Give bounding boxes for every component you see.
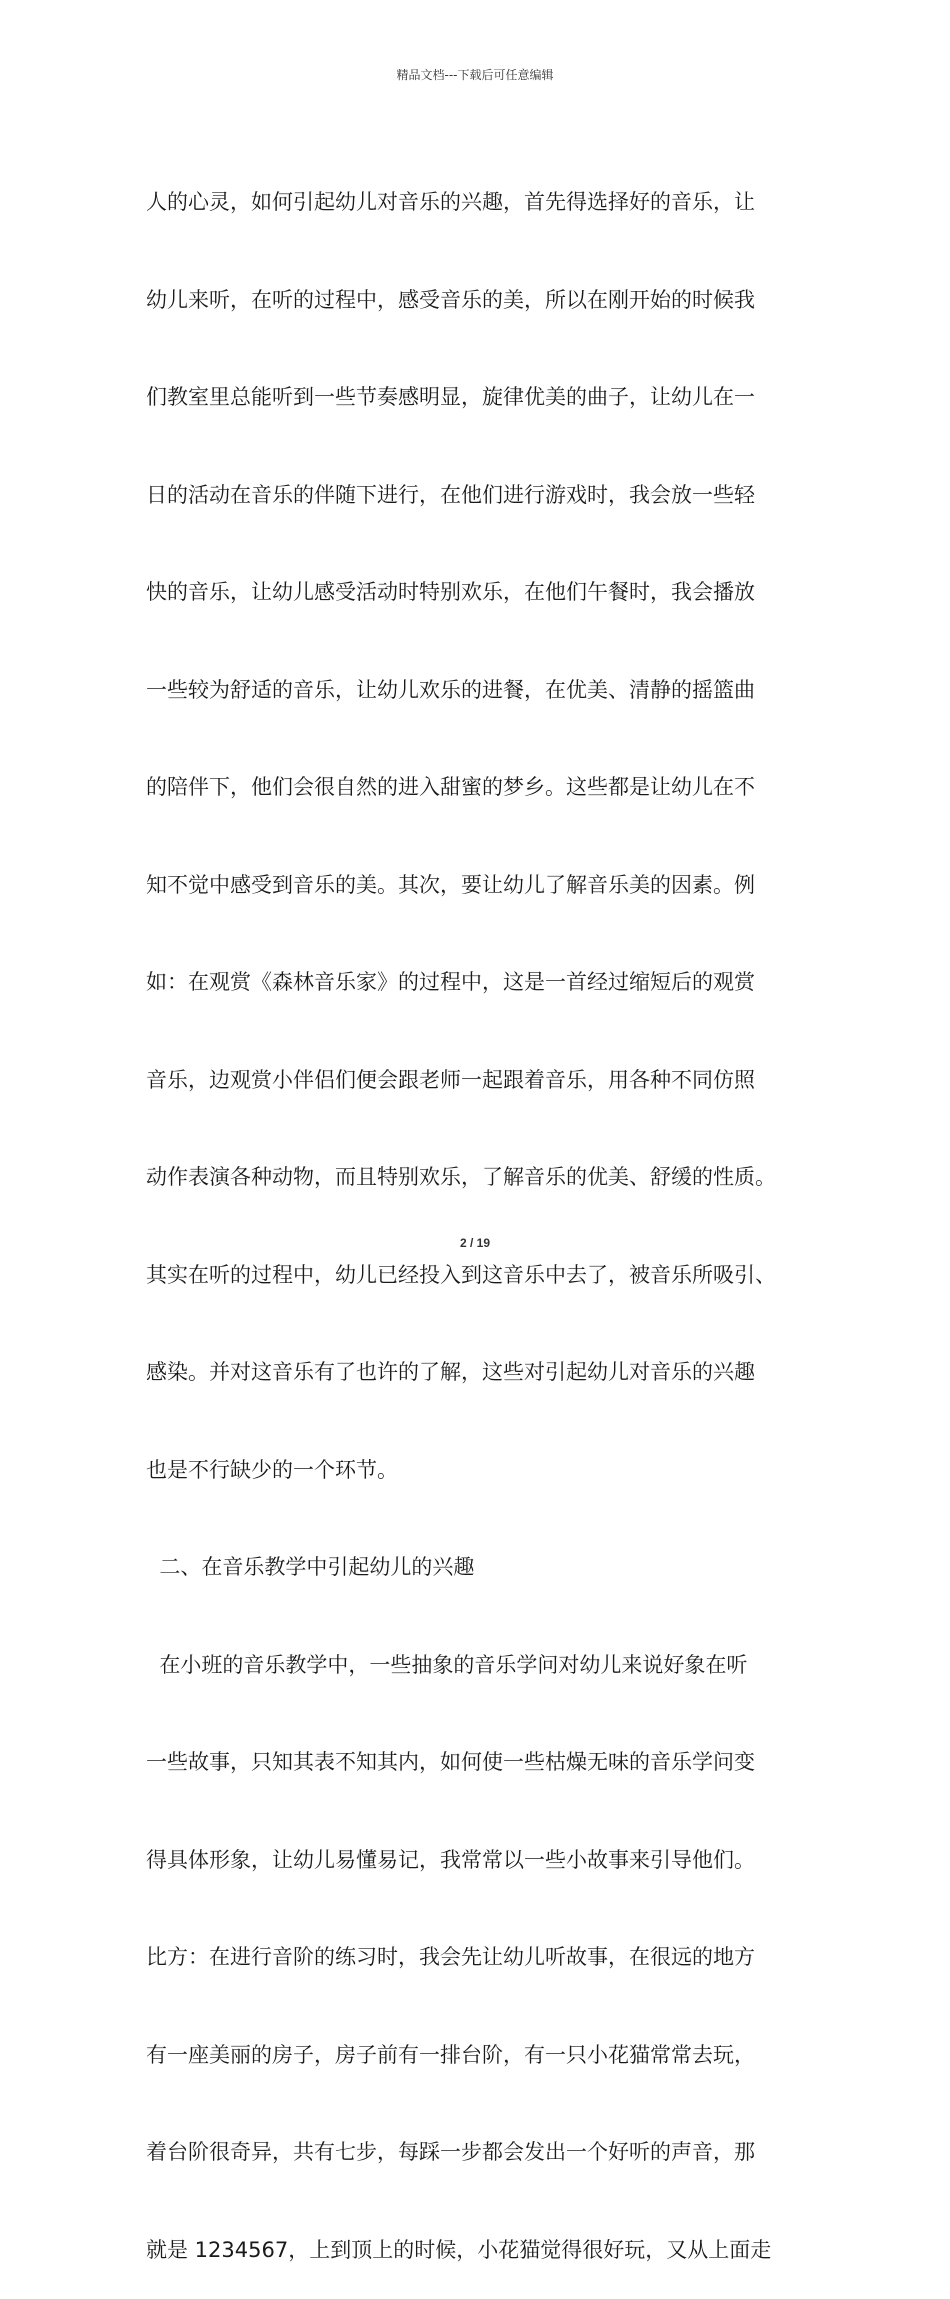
text-line: 知不觉中感受到音乐的美。其次，要让幼儿了解音乐美的因素。例 [146, 872, 755, 897]
text-line: 们教室里总能听到一些节奏感明显，旋律优美的曲子，让幼儿在一 [146, 385, 755, 409]
text-line: 在小班的音乐教学中，一些抽象的音乐学问对幼儿来说好象在听 [146, 1652, 748, 1677]
page-number: 2 / 19 [459, 1236, 491, 1250]
text-line: 如：在观赏《森林音乐家》的过程中，这是一首经过缩短后的观赏 [146, 970, 755, 994]
text-line: 动作表演各种动物，而且特别欢乐，了解音乐的优美、舒缓的性质。 [146, 1165, 776, 1189]
text-line: 也是不行缺少的一个环节。 [146, 1457, 398, 1482]
text-line: 得具体形象，让幼儿易懂易记，我常常以一些小故事来引导他们。 [146, 1847, 755, 1872]
text-line: 一些故事，只知其表不知其内，如何使一些枯燥无味的音乐学问变 [146, 1750, 755, 1774]
text-line: 的陪伴下，他们会很自然的进入甜蜜的梦乡。这些都是让幼儿在不 [146, 775, 755, 799]
section-heading: 二、在音乐教学中引起幼儿的兴趣 [146, 1555, 475, 1579]
text-line: 就是 1234567，上到顶上的时候，小花猫觉得很好玩，又从上面走 [146, 2237, 772, 2262]
text-line: 其实在听的过程中，幼儿已经投入到这音乐中去了，被音乐所吸引、 [146, 1262, 776, 1287]
text-line: 人的心灵，如何引起幼儿对音乐的兴趣，首先得选择好的音乐，让 [146, 190, 755, 214]
text-line: 感染。并对这音乐有了也许的了解，这些对引起幼儿对音乐的兴趣 [146, 1360, 755, 1384]
text-line: 音乐，边观赏小伴侣们便会跟老师一起跟着音乐，用各种不同仿照 [146, 1067, 755, 1092]
document-body [146, 130, 836, 2299]
text-line: 幼儿来听，在听的过程中，感受音乐的美，所以在刚开始的时候我 [146, 287, 755, 312]
text-line: 快的音乐，让幼儿感受活动时特别欢乐，在他们午餐时，我会播放 [146, 580, 755, 604]
text-line: 着台阶很奇异，共有七步，每踩一步都会发出一个好听的声音，那 [146, 2140, 755, 2164]
text-line: 日的活动在音乐的伴随下进行，在他们进行游戏时，我会放一些轻 [146, 482, 755, 507]
page-header: 精品文档---下载后可任意编辑 [396, 68, 554, 82]
text-line: 有一座美丽的房子，房子前有一排台阶，有一只小花猫常常去玩， [146, 2042, 755, 2067]
text-line: 一些较为舒适的音乐，让幼儿欢乐的进餐，在优美、清静的摇篮曲 [146, 677, 755, 702]
text-line: 比方：在进行音阶的练习时，我会先让幼儿听故事，在很远的地方 [146, 1945, 755, 1969]
